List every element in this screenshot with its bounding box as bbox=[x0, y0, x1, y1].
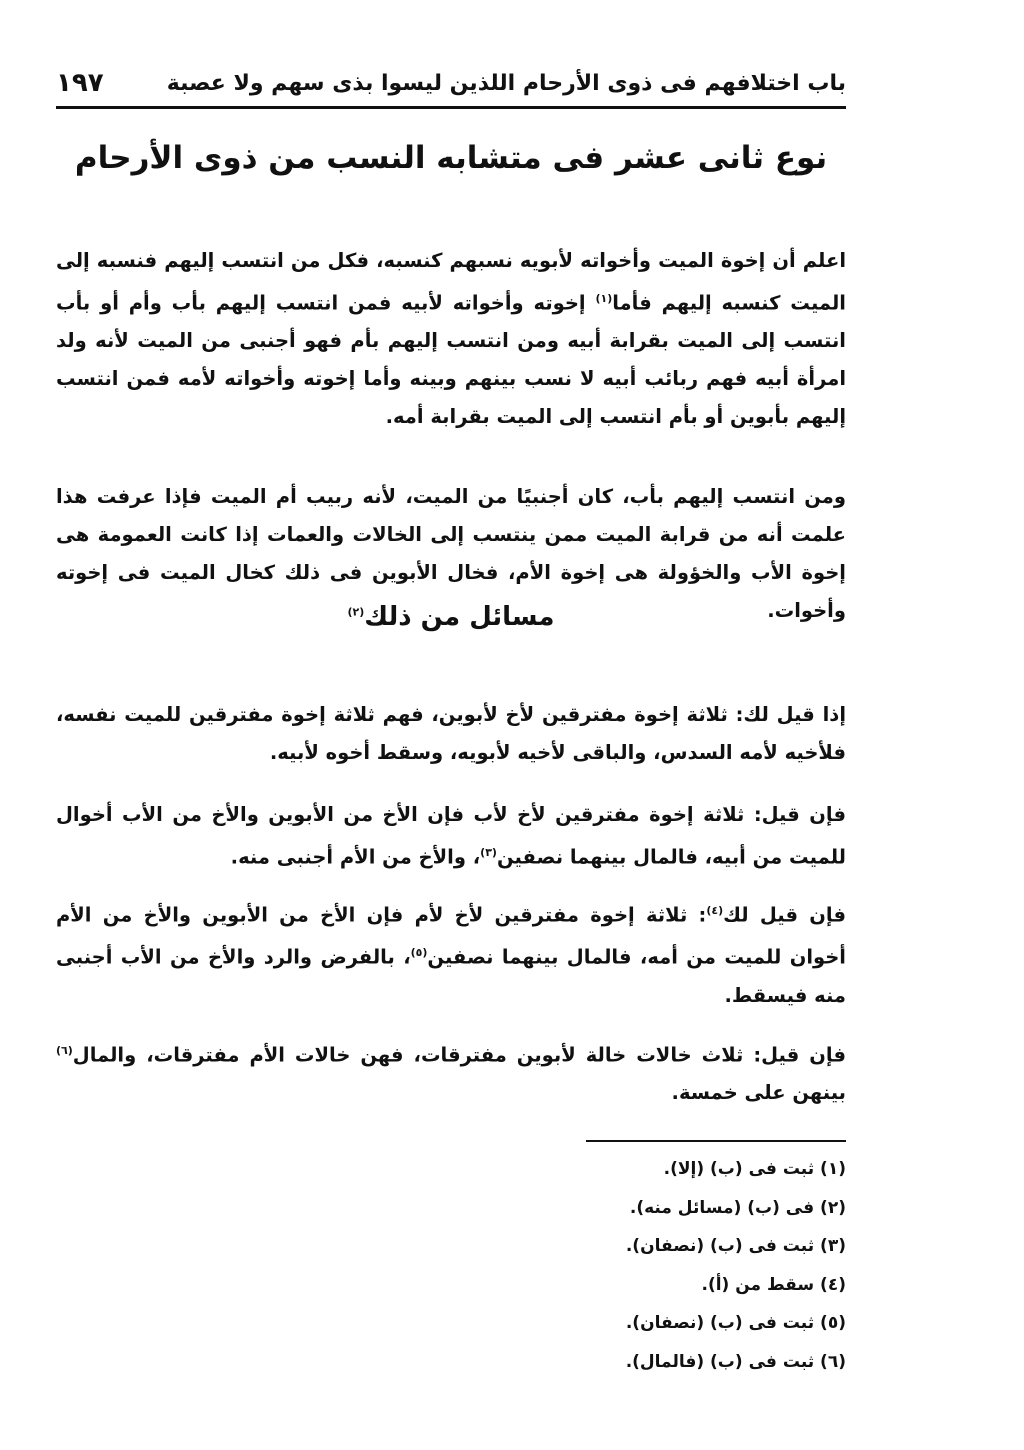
paragraph-5-text-a: فإن قيل لك bbox=[723, 903, 846, 926]
footnote-item: (٣) ثبت فى (ب) (نصفان). bbox=[625, 1236, 846, 1256]
footnote-item: (٥) ثبت فى (ب) (نصفان). bbox=[625, 1313, 846, 1333]
paragraph-1 bbox=[56, 242, 846, 437]
paragraph-4-text-b: ، والأخ من الأم أجنبى منه. bbox=[230, 845, 481, 868]
paragraph-6 bbox=[56, 1032, 846, 1113]
footnote-ref-3: (٣) bbox=[480, 845, 497, 859]
footnote-ref-1: (١) bbox=[595, 291, 613, 305]
paragraph-6-text-a: فإن قيل: ثلاث خالات خالة لأبوين مفترقات، فهن خالات الأم مفترقات، والمال bbox=[72, 1043, 846, 1066]
paragraph-5-text-b: : ثلاثة إخوة مفترقين لأخ لأم فإن الأخ من الأبوين والأخ من الأم أخوان للميت من أمه، فالمال بينهما نصفين bbox=[56, 903, 846, 969]
paragraph-2: ومن انتسب إليهم بأب، كان أجنبيًا من الميت، لأنه ربيب أم الميت فإذا عرفت هذا علمت أنه من قرابة الميت ممن ينتسب إلى الخالات والعمات إذا كانت العمومة هى إخوة الأب والخؤولة هى إخوة الأم، فخال الأبوين فى ذلك كخال الميت فى إخوته وأخوات. bbox=[56, 484, 846, 622]
footnote-item: (٦) ثبت فى (ب) (فالمال). bbox=[625, 1351, 846, 1372]
header-rule bbox=[56, 106, 846, 109]
footnote-ref-5: (٥) bbox=[410, 946, 428, 959]
section-title: نوع ثانى عشر فى متشابه النسب من ذوى الأرحام bbox=[74, 140, 828, 176]
footnote-item: (١) ثبت فى (ب) (إلا). bbox=[663, 1159, 846, 1179]
footnote-separator bbox=[586, 1140, 846, 1142]
paragraph-4 bbox=[56, 796, 846, 877]
paragraph-5-text-c: ، بالفرض والرد والأخ من الأب أجنبى منه فيسقط. bbox=[56, 945, 846, 1007]
paragraph-1-text-a: اعلم أن إخوة الميت وأخواته لأبويه نسبهم كنسبه، فكل من انتسب إليهم فنسبه إلى الميت كنسبه إليهم فأما bbox=[56, 248, 846, 314]
paragraph-4-text-a: فإن قيل: ثلاثة إخوة مفترقين لأخ لأب فإن الأخ من الأبوين والأخ من الأب أخوال للميت من أبيه، فالمال بينهما نصفين bbox=[56, 802, 846, 868]
paragraph-6-text-b: بينهن على خمسة. bbox=[671, 1081, 846, 1104]
footnotes-list bbox=[426, 1150, 846, 1381]
footnote-item: (٤) سقط من (أ). bbox=[701, 1274, 846, 1295]
page-number: ١٩٧ bbox=[56, 68, 104, 98]
running-header bbox=[56, 62, 846, 104]
paragraph-5 bbox=[56, 892, 846, 1015]
running-header-title: باب اختلافهم فى ذوى الأرحام اللذين ليسوا بذى سهم ولا عصبة bbox=[166, 70, 846, 96]
footnote-ref-4: (٤) bbox=[706, 903, 724, 917]
subheading-text: مسائل من ذلك bbox=[364, 602, 555, 632]
footnote-ref-2: (٢) bbox=[347, 605, 365, 619]
subheading bbox=[56, 602, 846, 632]
paragraph-3: إذا قيل لك: ثلاثة إخوة مفترقين لأخ لأبوين، فهم ثلاثة إخوة مفترقين للميت نفسه، فلأخيه لأمه السدس، والباقى لأخيه لأبويه، وسقط أخوه لأبيه. bbox=[56, 702, 846, 764]
footnote-ref-6: (٦) bbox=[56, 1043, 73, 1057]
footnote-item: (٢) فى (ب) (مسائل منه). bbox=[629, 1197, 846, 1218]
paragraph-1-text-b: إخوته وأخواته لأبيه فمن انتسب إليهم بأب وأم أو بأب انتسب إلى الميت بقرابة أبيه ومن انتسب إليهم بأم فهو أجنبى من الميت لأنه ولد امرأة أبيه فهم ربائب أبيه لا نسب بينهم وبينه وأما إخوته وأخواته لأمه فمن انتسب إليهم بأبوين أو بأم انتسب إلى الميت بقرابة أمه. bbox=[56, 291, 846, 428]
